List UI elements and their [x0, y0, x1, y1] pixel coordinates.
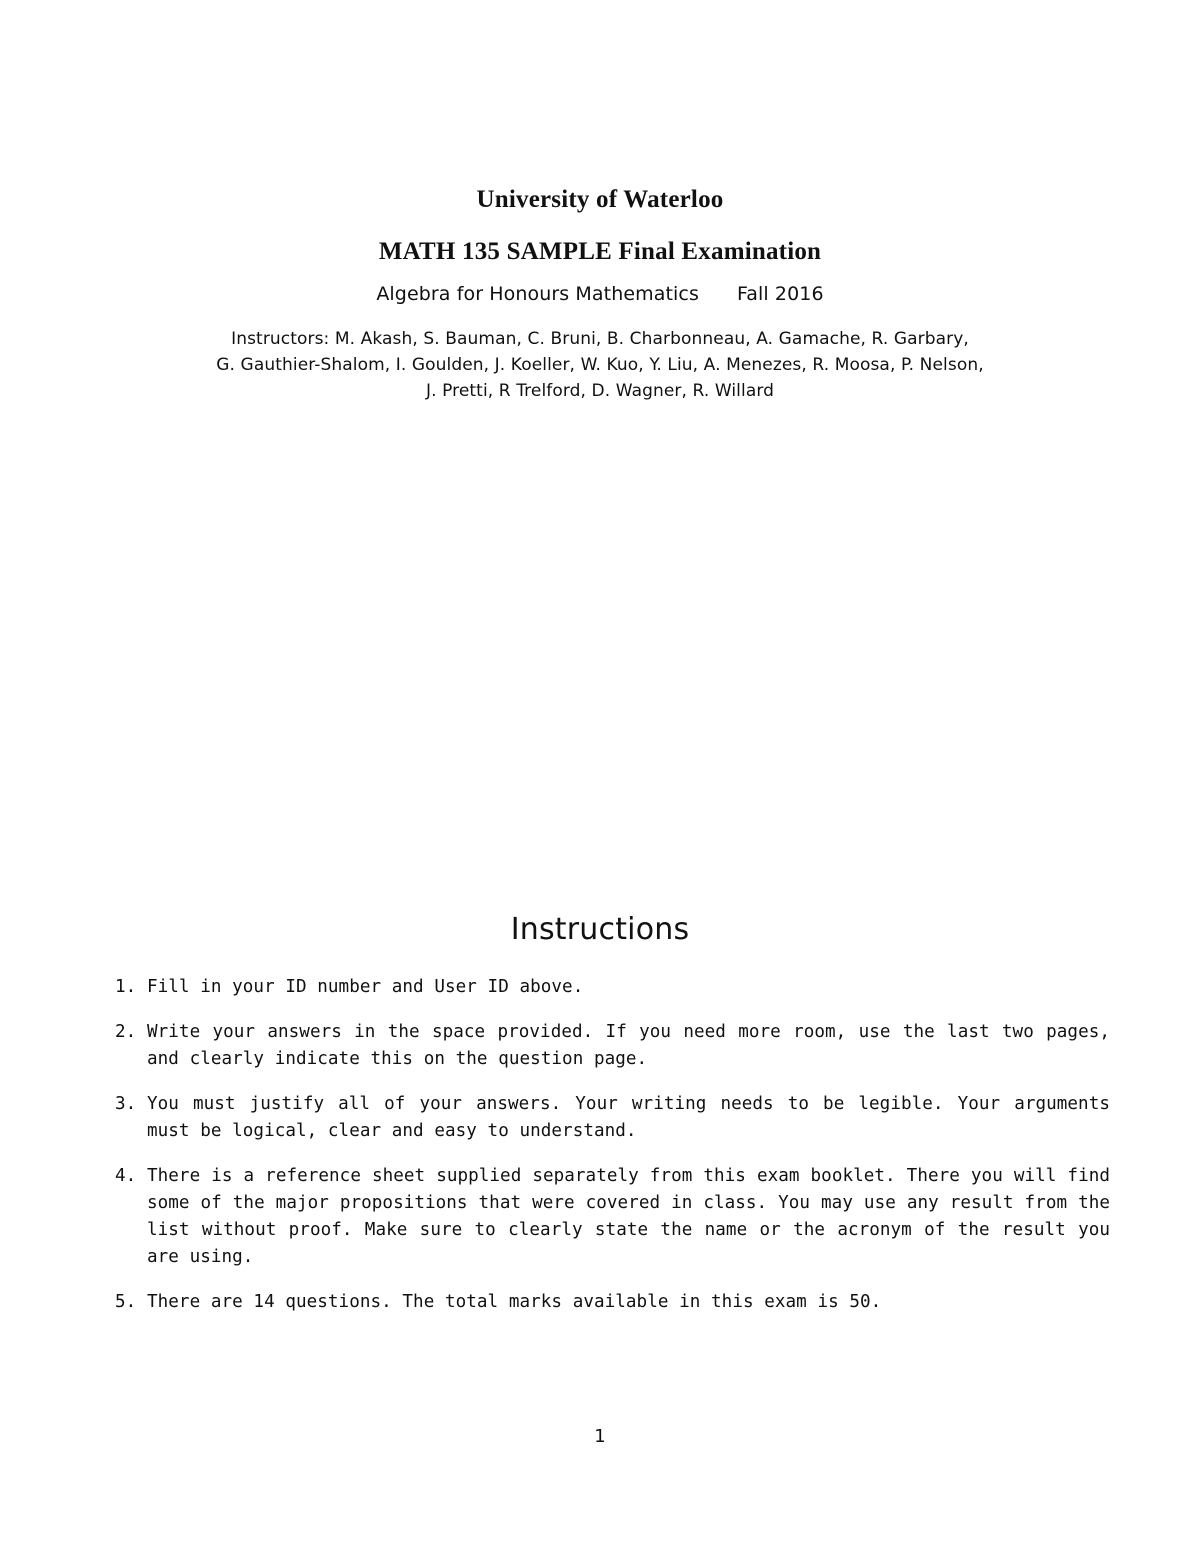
- instructors-line: Instructors: M. Akash, S. Bauman, C. Bruni, B. Charbonneau, A. Gamache, R. Garbary,: [231, 329, 969, 349]
- instructors-block: [0, 326, 1200, 404]
- instructions-list: [115, 974, 1110, 1334]
- instruction-text: You must justify all of your answers. Your writing needs to be legible. Your arguments must be logical, clear and easy to understand.: [147, 1094, 1110, 1141]
- instruction-text: Write your answers in the space provided. If you need more room, use the last two pages, and clearly indicate this on the question page.: [147, 1022, 1110, 1069]
- instruction-item: [115, 1289, 1110, 1316]
- instruction-item: [115, 1019, 1110, 1073]
- instructors-line: G. Gauthier-Shalom, I. Goulden, J. Koeller, W. Kuo, Y. Liu, A. Menezes, R. Moosa, P. Nelson,: [216, 355, 984, 375]
- instruction-text: There are 14 questions. The total marks available in this exam is 50.: [147, 1292, 882, 1312]
- university-name: University of Waterloo: [476, 186, 724, 213]
- term: Fall 2016: [736, 283, 824, 305]
- instruction-number: 2.: [115, 1022, 137, 1042]
- instruction-item: [115, 1091, 1110, 1145]
- instruction-number: 3.: [115, 1094, 137, 1114]
- instruction-number: 4.: [115, 1166, 137, 1186]
- instruction-item: [115, 1163, 1110, 1271]
- instruction-text: There is a reference sheet supplied separately from this exam booklet. There you will find some of the major propositions that were covered in class. You may use any result from the list without proof. Make sure to clearly state the name or the acronym of the result you are using.: [147, 1166, 1110, 1267]
- exam-title: MATH 135 SAMPLE Final Examination: [378, 238, 822, 265]
- instruction-item: [115, 974, 1110, 1001]
- page-number: 1: [594, 1426, 606, 1447]
- instruction-number: 5.: [115, 1292, 137, 1312]
- instruction-number: 1.: [115, 977, 137, 997]
- instructions-heading: Instructions: [510, 912, 690, 947]
- course-name: Algebra for Honours Mathematics: [376, 283, 699, 305]
- instruction-text: Fill in your ID number and User ID above.: [147, 977, 584, 997]
- course-subtitle: [0, 283, 1200, 305]
- instructors-line: J. Pretti, R Trelford, D. Wagner, R. Willard: [425, 381, 775, 401]
